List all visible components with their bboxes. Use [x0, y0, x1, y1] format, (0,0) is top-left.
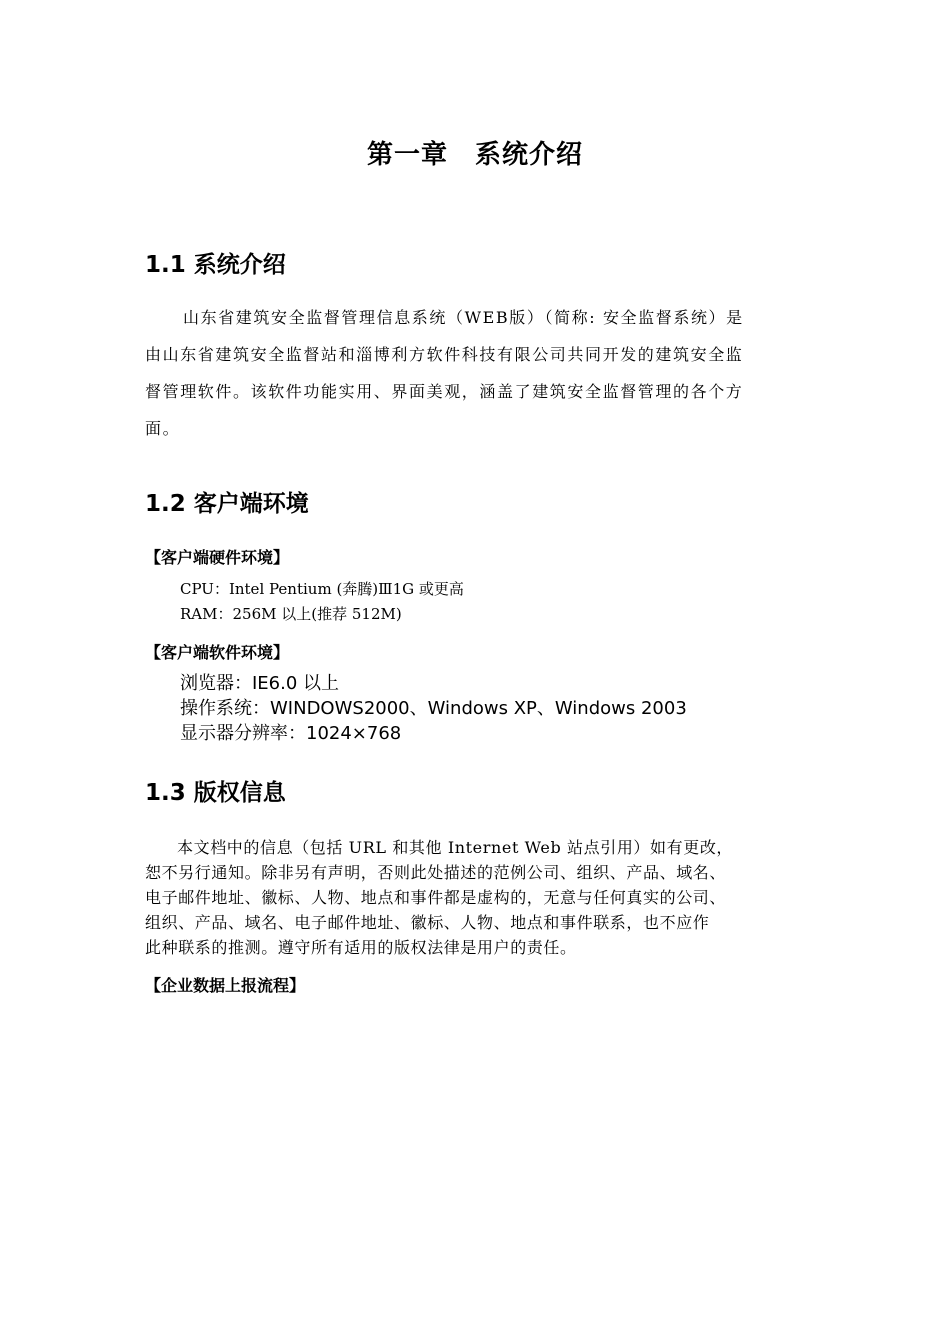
hardware-item-cpu: CPU：Intel Pentium (奔腾)Ⅲ1G 或更高: [180, 580, 464, 598]
paragraph-line: 此种联系的推测。遵守所有适用的版权法律是用户的责任。: [145, 938, 577, 957]
software-env-label: 【客户端软件环境】: [145, 643, 290, 662]
copyright-paragraph: [145, 837, 810, 962]
software-item-browser: 浏览器：IE6.0 以上: [180, 673, 340, 694]
hardware-env-label: 【客户端硬件环境】: [145, 548, 290, 567]
paragraph-line: 面。: [145, 419, 181, 438]
section-1-1-paragraph: [145, 307, 810, 455]
paragraph-line: 恕不另行通知。除非另有声明，否则此处描述的范例公司、组织、产品、域名、: [145, 863, 727, 882]
software-item-resolution: 显示器分辨率：1024×768: [180, 723, 402, 744]
hardware-item-ram: RAM：256M 以上(推荐 512M): [180, 605, 402, 623]
paragraph-line: 电子邮件地址、徽标、人物、地点和事件都是虚构的，无意与任何真实的公司、: [145, 888, 727, 907]
paragraph-line: 督管理软件。该软件功能实用、界面美观，涵盖了建筑安全监督管理的各个方: [145, 382, 744, 401]
enterprise-flow-label: 【企业数据上报流程】: [145, 976, 306, 995]
paragraph-line: 组织、产品、域名、电子邮件地址、徽标、人物、地点和事件联系，也不应作: [145, 913, 710, 932]
chapter-title: 第一章 系统介绍: [366, 140, 583, 170]
paragraph-line: 本文档中的信息（包括 URL 和其他 Internet Web 站点引用）如有更改，: [177, 838, 734, 857]
section-heading-1-1: 1.1 系统介绍: [145, 252, 286, 278]
paragraph-line: 山东省建筑安全监督管理信息系统（WEB版）（简称: 安全监督系统）是: [183, 308, 744, 327]
section-heading-1-2: 1.2 客户端环境: [145, 491, 309, 517]
paragraph-line: 由山东省建筑安全监督站和淄博利方软件科技有限公司共同开发的建筑安全监: [145, 345, 744, 364]
section-heading-1-3: 1.3 版权信息: [145, 780, 286, 806]
software-item-os: 操作系统：WINDOWS2000、Windows XP、Windows 2003: [180, 698, 687, 719]
